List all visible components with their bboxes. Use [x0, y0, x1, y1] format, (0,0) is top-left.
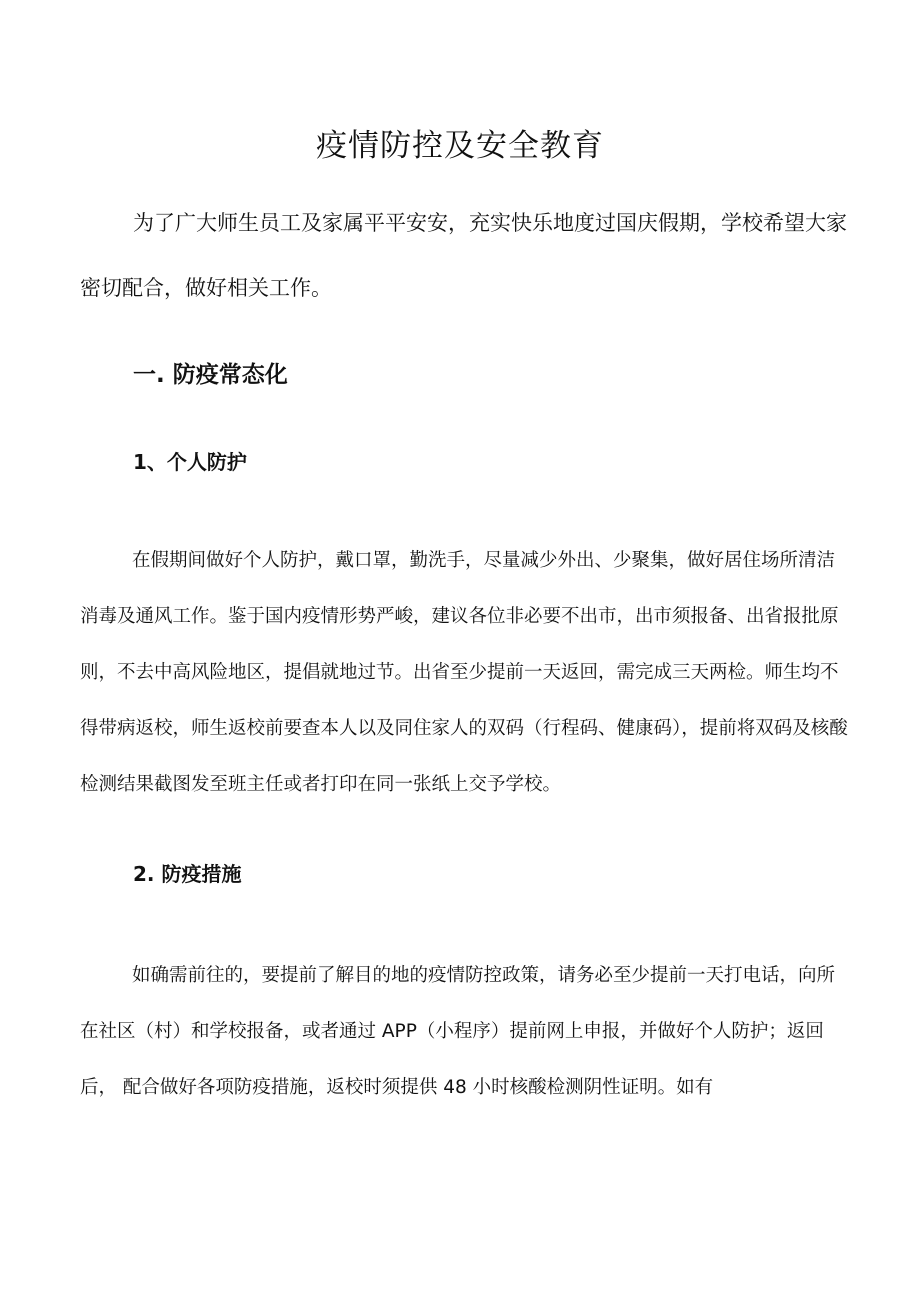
- subsection-heading-personal-protection: 1、个人防护: [133, 450, 247, 474]
- subsection-heading-prevention-measures: 2. 防疫措施: [133, 862, 242, 886]
- intro-paragraph: 为了广大师生员工及家属平平安安，充实快乐地度过国庆假期，学校希望大家密切配合，做好相关工作。: [80, 211, 847, 300]
- section-heading-prevention: 一. 防疫常态化: [133, 362, 288, 388]
- document-title: 疫情防控及安全教育: [316, 128, 604, 164]
- prevention-measures-paragraph: 如确需前往的，要提前了解目的地的疫情防控政策，请务必至少提前一天打电话，向所在社区（村）和学校报备，或者通过 APP（小程序）提前网上申报，并做好个人防护；返回后， 配合做好各项防疫措施，返校时须提供 48 小时核酸检测阴性证明。如有: [80, 965, 836, 1098]
- personal-protection-paragraph: 在假期间做好个人防护，戴口罩，勤洗手，尽量减少外出、少聚集，做好居住场所清洁消毒及通风工作。鉴于国内疫情形势严峻，建议各位非必要不出市，出市须报备、出省报批原则，不去中高风险地区，提倡就地过节。出省至少提前一天返回，需完成三天两检。师生均不得带病返校，师生返校前要查本人以及同住家人的双码（行程码、健康码），提前将双码及核酸检测结果截图发至班主任或者打印在同一张纸上交予学校。: [80, 550, 848, 795]
